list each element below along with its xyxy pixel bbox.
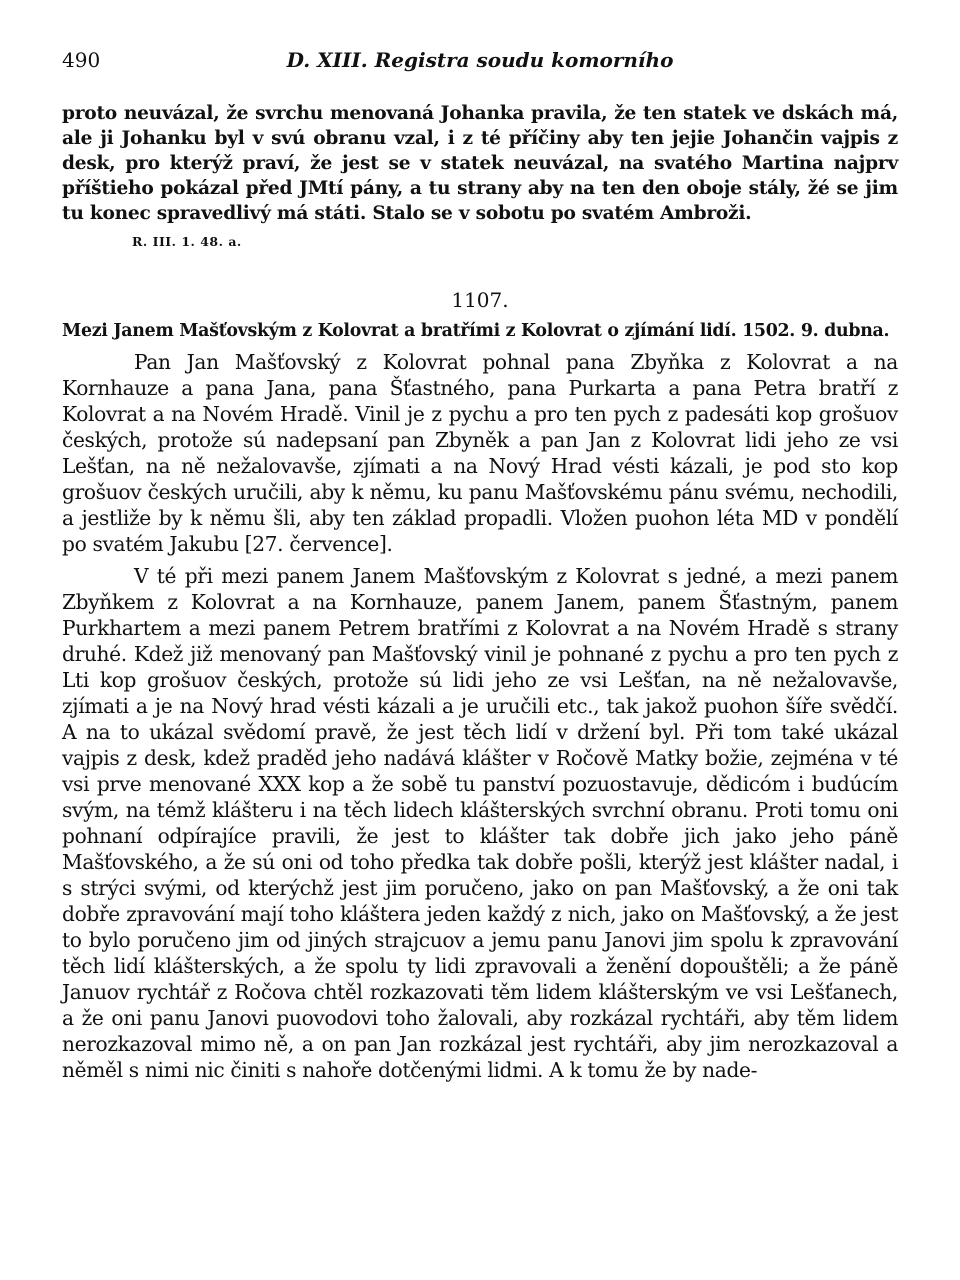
page-header: [62, 44, 898, 80]
preceding-entry-text: proto neuvázal, že svrchu menovaná Johanka pravila, že ten statek ve dskách má, ale ji Johanku byl v svú obranu vzal, i z té příčiny aby ten jejie Johančin vajpis z desk, pro kterýž praví, že jest se v statek neuvázal, na svatého Martina najprv příštieho pokázal před JMtí pány, a tu strany aby na ten den oboje stály, žé se jim tu konec spravedlivý má státi. Stalo se v sobotu po svatém Ambroži.: [62, 103, 898, 224]
document-summary: Mezi Janem Mašťovským z Kolovrat a bratřími z Kolovrat o zjímání lidí. 1502. 9. dubna.: [62, 321, 890, 341]
source-reference: R. III. 1. 48. a.: [132, 234, 242, 249]
book-page: [62, 44, 898, 1083]
document-paragraph-1: Pan Jan Mašťovský z Kolovrat pohnal pana Zbyňka z Kolovrat a na Kornhauze a pana Jana, pana Šťastného, pana Purkarta a pana Petra bratří z Kolovrat a na Novém Hradě. Vinil je z pychu a pro ten pych z padesáti kop grošuov českých, protože sú nadepsaní pan Zbyněk a pan Jan z Kolovrat lidi jeho ze vsi Lešťan, na ně nežalovavše, zjímati a na Nový Hrad vésti kázali, je pod sto kop grošuov českých uručili, aby k němu, ku panu Mašťovskému pánu svému, nechodili, a jestliže by k němu šli, aby ten základ propadli. Vložen puohon léta MD v pondělí po svatém Jakubu [27. července].: [62, 350, 898, 556]
page-number: 490: [62, 48, 101, 72]
running-title: D. XIII. Registra soudu komorního: [286, 48, 674, 72]
document-number: 1107.: [451, 288, 509, 312]
document-paragraph-2: V té při mezi panem Janem Mašťovským z Kolovrat s jedné, a mezi panem Zbyňkem z Kolovrat a na Kornhauze, panem Janem, panem Šťastným, panem Purkhartem a mezi panem Petrem bratřími z Kolovrat a na Novém Hradě s strany druhé. Kdež již menovaný pan Mašťovský vinil je pohnané z pychu a pro ten pych z Lti kop grošuov českých, protože sú lidi jeho ze vsi Lešťan, na ně nežalovavše, zjímati a je na Nový hrad vésti kázali a je uručili etc., tak jakož puohon šíře svědčí. A na to ukázal svědomí pravě, že jest těch lidí v držení byl. Při tom také ukázal vajpis z desk, kdež praděd jeho nadává klášter v Ročově Matky božie, zejména v té vsi prve menované XXX kop a že sobě tu panství pozuostavuje, dědicóm i budúcím svým, na témž klášteru i na těch lidech klášterských svrchní obranu. Proti tomu oni pohnaní odpírajíce pravili, že jest to klášter tak dobře jich jako jeho páně Mašťovského, a že sú oni od toho předka tak dobře pošli, kterýž jest klášter nadal, i s strýci svými, od kterýchž jest jim poručeno, jako on pan Mašťovský, a že oni tak dobře zpravování mají toho kláštera jeden každý z nich, jako on Mašťovský, a že jest to bylo poručeno jim od jiných strajcuov a jemu panu Janovi jim spolu k zpravování těch lidí klášterských, a že spolu ty lidi zpravovali a ženění dopouštěli; a že páně Januov rychtář z Ročova chtěl rozkazovati těm lidem klášterským ve vsi Lešťanech, a že oni panu Janovi puovodovi toho žalovali, aby rozkázal rychtáři, aby těm lidem nerozkazoval mimo ně, a on pan Jan rozkázal jest rychtáři, aby jim nerozkazoval a něměl s nimi nic činiti s nahoře dotčenými lidmi. A k tomu že by nade-: [62, 564, 898, 1082]
